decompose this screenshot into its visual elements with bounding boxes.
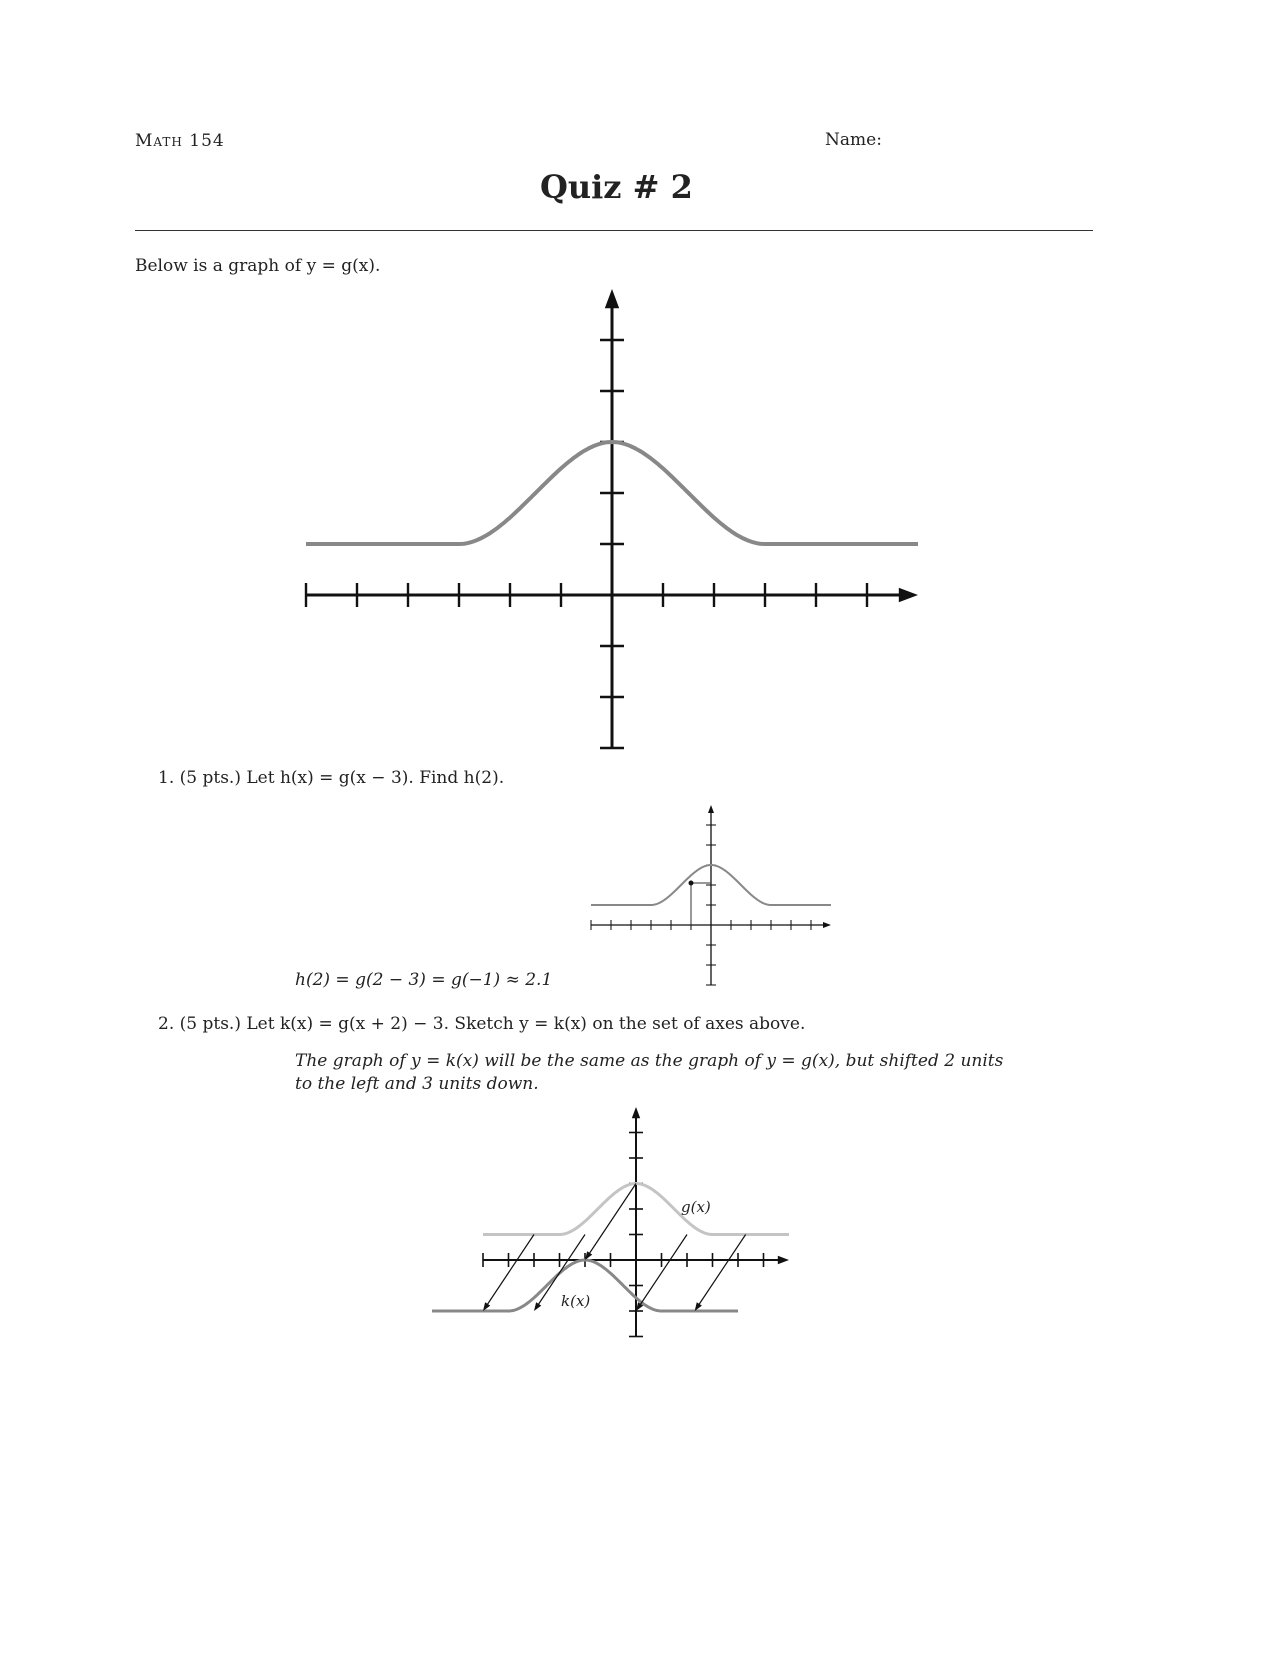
shift-arrow bbox=[486, 1235, 534, 1307]
label-g: g(x) bbox=[681, 1198, 711, 1216]
arrowhead-icon bbox=[585, 1251, 592, 1260]
question-2: 2. (5 pts.) Let k(x) = g(x + 2) − 3. Sketch y = k(x) on the set of axes above. bbox=[158, 1014, 806, 1034]
course-label: Math 154 bbox=[135, 131, 225, 151]
answer-2-line1: The graph of y = k(x) will be the same as the graph of y = g(x), but shifted 2 units bbox=[295, 1051, 1004, 1071]
label-k: k(x) bbox=[561, 1292, 591, 1310]
name-label: Name: bbox=[825, 130, 882, 150]
arrowhead-icon bbox=[534, 1302, 541, 1311]
y-axis-arrow-icon bbox=[708, 805, 714, 813]
page-title: Quiz # 2 bbox=[540, 168, 693, 206]
answer-2-line2: to the left and 3 units down. bbox=[295, 1074, 539, 1094]
y-axis-arrow-icon bbox=[605, 289, 619, 308]
shift-arrow bbox=[639, 1235, 687, 1307]
shift-arrow bbox=[698, 1235, 746, 1307]
x-axis-arrow-icon bbox=[899, 588, 918, 602]
x-axis-arrow-icon bbox=[778, 1256, 789, 1264]
point-marker bbox=[689, 881, 694, 886]
question-1: 1. (5 pts.) Let h(x) = g(x − 3). Find h(2). bbox=[158, 768, 505, 788]
answer-1: h(2) = g(2 − 3) = g(−1) ≈ 2.1 bbox=[295, 970, 553, 990]
x-axis-arrow-icon bbox=[823, 922, 831, 928]
y-axis-arrow-icon bbox=[632, 1107, 640, 1118]
intro-text: Below is a graph of y = g(x). bbox=[135, 256, 381, 276]
